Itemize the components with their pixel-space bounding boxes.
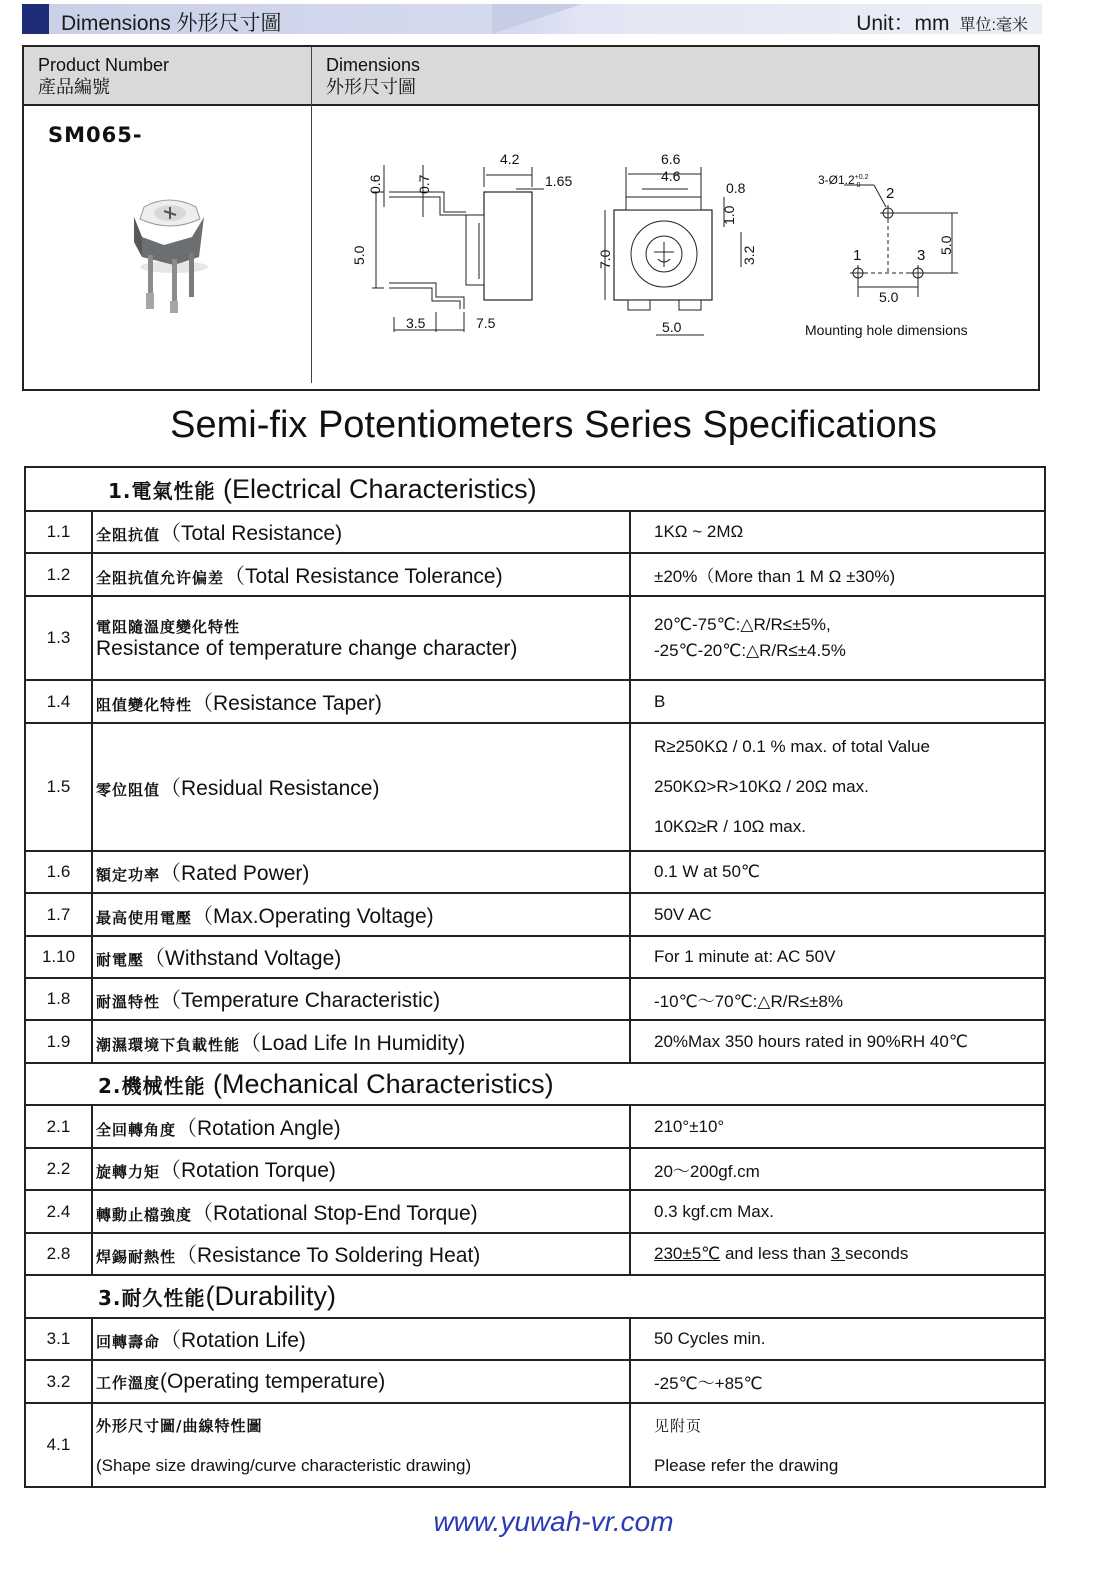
unit-cn: 單位:毫米 (959, 17, 1028, 34)
row-number: 1.3 (25, 596, 92, 680)
dim-0-8: 0.8 (726, 180, 746, 196)
label-cn: 工作溫度 (96, 1373, 161, 1392)
row-value: For 1 minute at: AC 50V (630, 936, 1045, 978)
label-cn: 焊錫耐熱性 (96, 1248, 177, 1266)
row-value: 0.1 W at 50℃ (630, 851, 1045, 893)
row-label (92, 511, 630, 553)
row-label (92, 553, 630, 596)
row-label (92, 1318, 630, 1360)
label-en: （Resistance To Soldering Heat) (176, 1244, 481, 1267)
table-row (25, 1233, 1045, 1275)
table-row (25, 1148, 1045, 1190)
dimension-drawing (24, 47, 1038, 389)
table-row (25, 851, 1045, 893)
section-1-cn: 1.電氣性能 (108, 478, 216, 503)
header-unit (856, 7, 1028, 37)
dim-side-5-0: 5.0 (351, 245, 367, 265)
side-view (372, 165, 544, 332)
solder-temp: 230±5℃ (654, 1244, 721, 1263)
label-en: （Temperature Characteristic) (160, 989, 441, 1012)
spec-title: Semi-fix Potentiometers Series Specifications (170, 404, 937, 446)
section-3-en: (Durability) (205, 1281, 337, 1311)
row-label (92, 1148, 630, 1190)
row-label (92, 1190, 630, 1233)
row-number: 1.4 (25, 680, 92, 723)
row-number: 1.2 (25, 553, 92, 596)
table-row (25, 596, 1045, 680)
dim-7-5: 7.5 (476, 315, 496, 331)
row-value (630, 1233, 1045, 1275)
row-label (92, 680, 630, 723)
label-cn: 額定功率 (96, 866, 161, 884)
dimensions-header-en: Dimensions (326, 55, 421, 75)
row-number: 2.8 (25, 1233, 92, 1275)
label-en: Resistance of temperature change character) (96, 636, 518, 660)
label-en: （Rotation Torque) (160, 1159, 336, 1182)
row-number: 4.1 (25, 1403, 92, 1487)
value-line-2: 250KΩ>R>10KΩ / 20Ω max. (654, 777, 869, 796)
section-mechanical (25, 1063, 1045, 1105)
label-en: （Load Life In Humidity) (240, 1031, 466, 1055)
hole-spacing-v: 5.0 (938, 235, 954, 255)
table-row (25, 1318, 1045, 1360)
row-label (92, 723, 630, 851)
row-label (92, 893, 630, 936)
pin-3-label: 3 (917, 247, 926, 264)
table-row (25, 553, 1045, 596)
hole-diameter (818, 173, 869, 189)
value-line-2: Please refer the drawing (654, 1455, 839, 1475)
row-label (92, 978, 630, 1020)
row-value: 210°±10° (630, 1105, 1045, 1148)
row-value: -10℃～70℃:△R/R≤±8% (630, 978, 1045, 1020)
product-number-header-en: Product Number (38, 55, 170, 75)
table-row (25, 1190, 1045, 1233)
mounting-caption: Mounting hole dimensions (805, 322, 968, 338)
row-number: 1.9 (25, 1020, 92, 1063)
label-cn: 全阻抗值 (96, 526, 161, 544)
row-value: 20%Max 350 hours rated in 90%RH 40℃ (630, 1020, 1045, 1063)
dim-3-2: 3.2 (741, 245, 757, 265)
label-en: （Rotational Stop-End Torque) (192, 1201, 478, 1225)
row-value (630, 596, 1045, 680)
header-band (22, 4, 1042, 34)
label-en: （Resistance Taper) (192, 691, 382, 715)
label-en: (Operating temperature) (160, 1369, 386, 1393)
label-cn: 轉動止檔強度 (96, 1205, 193, 1224)
label-en: （Rotation Angle) (176, 1116, 341, 1140)
dimensions-header-cn: 外形尺寸圖 (326, 77, 416, 97)
row-value: 20～200gf.cm (630, 1148, 1045, 1190)
label-en: （Max.Operating Voltage) (192, 904, 434, 928)
row-number: 1.1 (25, 511, 92, 553)
label-cn: 零位阻值 (96, 781, 161, 799)
table-row (25, 1403, 1045, 1487)
specs-table (24, 466, 1046, 1488)
label-cn: 耐溫特性 (96, 993, 161, 1011)
table-row (25, 511, 1045, 553)
pin-1-label: 1 (853, 247, 862, 264)
row-number: 1.6 (25, 851, 92, 893)
label-en: （Total Resistance) (160, 522, 343, 545)
header-square-marker (22, 4, 49, 34)
label-en: （Rated Power) (160, 862, 310, 885)
dim-7-0: 7.0 (597, 249, 613, 269)
pin-2-label: 2 (886, 185, 895, 202)
dim-0-6: 0.6 (367, 174, 383, 194)
dim-0-7: 0.7 (416, 174, 432, 194)
row-number: 2.2 (25, 1148, 92, 1190)
row-label (92, 596, 630, 680)
product-number: SM065- (48, 123, 143, 147)
dim-1-65: 1.65 (545, 173, 573, 189)
table-row (25, 723, 1045, 851)
label-cn: 阻值變化特性 (96, 695, 193, 714)
footer-url[interactable]: www.yuwah-vr.com (433, 1506, 674, 1537)
solder-text: and less than (720, 1244, 831, 1263)
label-cn: 旋轉力矩 (96, 1163, 161, 1181)
section-electrical (25, 467, 1045, 511)
row-value: B (630, 680, 1045, 723)
solder-unit: seconds (845, 1244, 909, 1263)
table-row (25, 680, 1045, 723)
table-row (25, 1020, 1045, 1063)
hole-tol-up: +0.2 (854, 174, 869, 181)
section-2-cn: 2.機械性能 (98, 1073, 206, 1098)
value-line-1: 20℃-75℃:△R/R≤±5%, (654, 615, 831, 634)
label-cn: 外形尺寸圖/曲線特性圖 (96, 1416, 263, 1435)
value-line-3: 10KΩ≥R / 10Ω max. (654, 817, 806, 836)
row-value (630, 723, 1045, 851)
value-line-2: -25℃-20℃:△R/R≤±4.5% (654, 641, 846, 660)
label-cn: 全回轉角度 (96, 1120, 177, 1139)
dim-front-5-0: 5.0 (662, 319, 682, 335)
row-number: 1.10 (25, 936, 92, 978)
label-en: （Withstand Voltage) (144, 947, 342, 970)
label-cn: 回轉壽命 (96, 1333, 161, 1351)
hole-tol-down: 0 (856, 182, 861, 189)
section-3-cn: 3.耐久性能 (98, 1286, 206, 1310)
unit-en: Unit：mm (856, 12, 950, 35)
label-en: （Rotation Life) (160, 1329, 306, 1352)
table-row (25, 1105, 1045, 1148)
label-en: （Residual Resistance) (160, 777, 380, 800)
section-2-en: (Mechanical Characteristics) (213, 1068, 554, 1099)
table-row (25, 893, 1045, 936)
dimensions-table (22, 45, 1040, 391)
row-number: 1.8 (25, 978, 92, 1020)
header-title: Dimensions 外形尺寸圖 (61, 12, 282, 35)
label-cn: 全阻抗值允许偏差 (96, 568, 225, 587)
row-value: 50 Cycles min. (630, 1318, 1045, 1360)
row-value: 1KΩ ~ 2MΩ (630, 511, 1045, 553)
row-label (92, 1105, 630, 1148)
front-view (605, 167, 741, 335)
table-row (25, 1360, 1045, 1403)
label-cn: 潮濕環境下負載性能 (96, 1035, 241, 1054)
dim-1-0: 1.0 (721, 205, 737, 225)
row-label (92, 1403, 630, 1487)
row-value: 50V AC (630, 893, 1045, 936)
section-1-en: (Electrical Characteristics) (223, 473, 537, 504)
row-number: 2.4 (25, 1190, 92, 1233)
row-number: 1.5 (25, 723, 92, 851)
label-cn: 耐電壓 (96, 951, 145, 969)
label-cn: 最高使用電壓 (96, 908, 193, 927)
row-label (92, 1020, 630, 1063)
row-number: 3.1 (25, 1318, 92, 1360)
row-number: 1.7 (25, 893, 92, 936)
value-line-1: R≥250KΩ / 0.1 % max. of total Value (654, 737, 930, 756)
row-label (92, 936, 630, 978)
dim-6-6: 6.6 (661, 151, 681, 167)
row-value: 0.3 kgf.cm Max. (630, 1190, 1045, 1233)
row-label (92, 1360, 630, 1403)
solder-seconds: 3 (830, 1244, 846, 1263)
product-number-header-cn: 產品編號 (38, 77, 110, 97)
row-value: -25℃～+85℃ (630, 1360, 1045, 1403)
header-slant (492, 4, 582, 34)
label-en: (Shape size drawing/curve characteristic drawing) (96, 1455, 472, 1475)
dim-3-5: 3.5 (406, 315, 426, 331)
row-value (630, 1403, 1045, 1487)
dim-4-2: 4.2 (500, 151, 520, 167)
label-cn: 電阻隨溫度變化特性 (96, 617, 241, 636)
section-durability (25, 1275, 1045, 1318)
row-value: ±20%（More than 1 M Ω ±30%) (630, 553, 1045, 596)
label-en: （Total Resistance Tolerance) (224, 564, 503, 588)
row-number: 2.1 (25, 1105, 92, 1148)
hole-spacing-h: 5.0 (879, 289, 899, 305)
row-label (92, 851, 630, 893)
value-line-1: 见附页 (654, 1416, 703, 1435)
table-row (25, 936, 1045, 978)
hole-diameter-base: 3-Ø1.2 (818, 173, 855, 187)
row-label (92, 1233, 630, 1275)
row-number: 3.2 (25, 1360, 92, 1403)
dim-4-6: 4.6 (661, 168, 681, 184)
table-row (25, 978, 1045, 1020)
